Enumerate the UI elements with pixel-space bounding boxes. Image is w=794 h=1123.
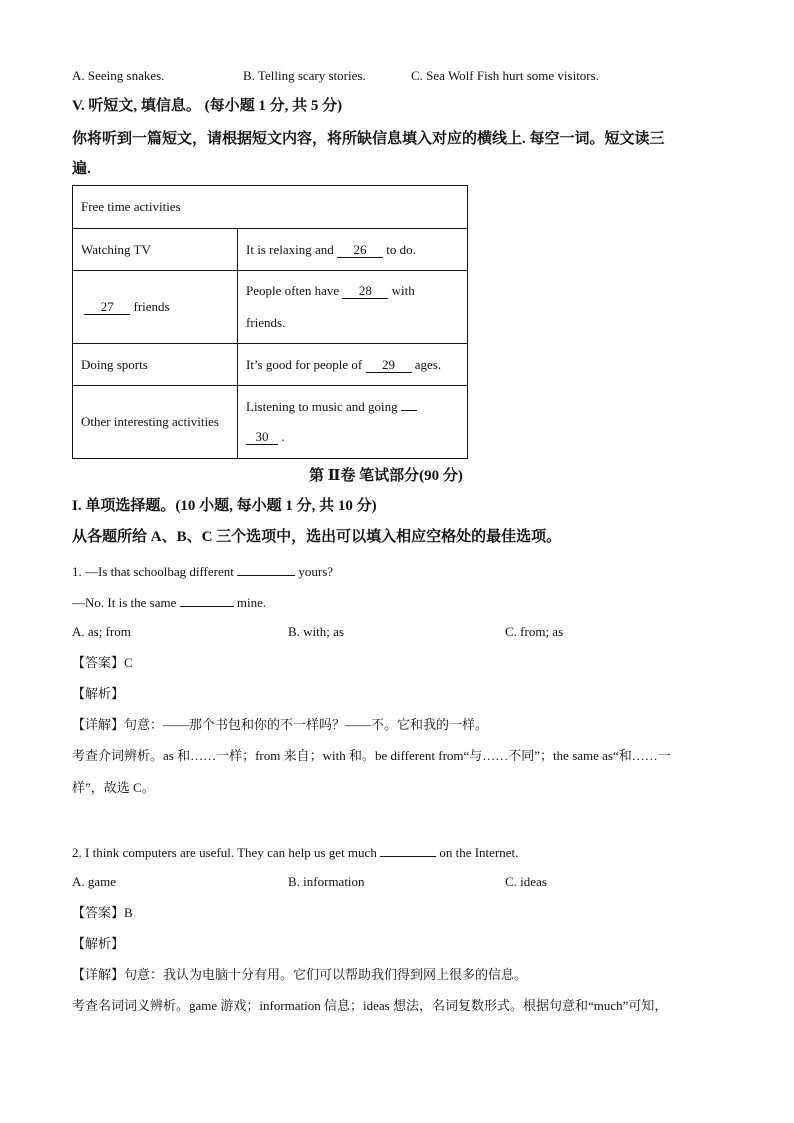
option-c: C. ideas <box>505 874 547 889</box>
blank-30[interactable]: 30 <box>246 430 278 445</box>
analysis-label: 【解析】 <box>72 686 125 701</box>
table-cell: Listening to music and going 30 . <box>238 386 468 459</box>
option-c: C. Sea Wolf Fish hurt some visitors. <box>411 68 599 83</box>
table-cell: People often have 28 with friends. <box>238 271 468 344</box>
explanation-cont: 样”，故选 C。 <box>72 780 155 795</box>
option-b: B. Telling scary stories. <box>243 68 366 83</box>
option-b: B. information <box>288 874 365 889</box>
blank-27[interactable]: 27 <box>84 300 130 315</box>
section-instructions-cont: 遍. <box>72 161 91 177</box>
blank-26[interactable]: 26 <box>337 243 383 258</box>
detail: 【详解】句意：我认为电脑十分有用。它们可以帮助我们得到网上很多的信息。 <box>72 967 528 982</box>
table-cell: Watching TV <box>73 229 238 271</box>
option-a: A. Seeing snakes. <box>72 68 165 83</box>
section-instructions: 你将听到一篇短文，请根据短文内容，将所缺信息填入对应的横线上. 每空一词。短文读三 <box>72 131 665 147</box>
table-cell: Other interesting activities <box>73 386 238 459</box>
explanation: 考查介词辨析。as 和……一样；from 来自；with 和。be different from“与……不同”；the same as“和……一 <box>72 748 671 763</box>
question-1: 1. —Is that schoolbag different yours? <box>72 561 333 581</box>
table-cell: 27 friends <box>73 271 238 344</box>
section-instructions: 从各题所给 A、B、C 三个选项中，选出可以填入相应空格处的最佳选项。 <box>72 529 562 545</box>
option-a: A. game <box>72 874 117 889</box>
blank-29[interactable]: 29 <box>366 358 412 373</box>
option-b: B. with; as <box>288 624 344 639</box>
analysis-label: 【解析】 <box>72 936 125 951</box>
detail: 【详解】句意：——那个书包和你的不一样吗？——不。它和我的一样。 <box>72 717 489 732</box>
info-table <box>72 185 468 459</box>
table-cell: Doing sports <box>73 344 238 386</box>
answer: 【答案】C <box>72 655 133 670</box>
table-cell: It is relaxing and 26 to do. <box>238 229 468 271</box>
part-title: 第 Ⅱ卷 笔试部分(90 分) <box>309 468 463 484</box>
table-cell: It’s good for people of 29 ages. <box>238 344 468 386</box>
question-2: 2. I think computers are useful. They can help us get much on the Internet. <box>72 842 518 862</box>
table-header: Free time activities <box>73 186 468 229</box>
blank-28[interactable]: 28 <box>342 284 388 299</box>
section-title: V. 听短文, 填信息。 (每小题 1 分, 共 5 分) <box>72 98 343 114</box>
option-c: C. from; as <box>505 624 564 639</box>
answer: 【答案】B <box>72 905 133 920</box>
question-1-reply: —No. It is the same mine. <box>72 592 266 612</box>
explanation: 考查名词词义辨析。game 游戏；information 信息；ideas 想法，名词复数形式。根据句意和“much”可知， <box>72 998 668 1013</box>
section-title: I. 单项选择题。(10 小题, 每小题 1 分, 共 10 分) <box>72 498 377 514</box>
option-a: A. as; from <box>72 624 131 639</box>
